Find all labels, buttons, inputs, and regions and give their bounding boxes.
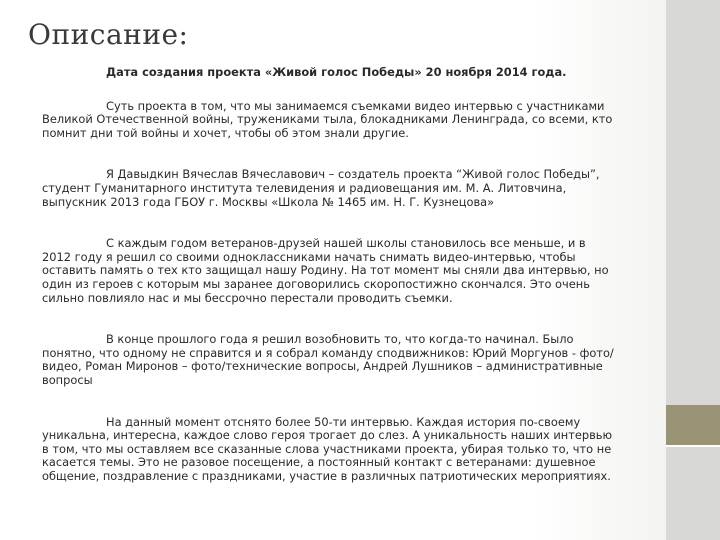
project-date-paragraph: Дата создания проекта «Живой голос Победы» 20 ноября 2014 года. — [106, 65, 567, 79]
history-paragraph: С каждым годом ветеранов-друзей нашей школы становилось все меньше, и в 2012 году я решил со своими одноклассниками начать снимать видео-интервью, чтобы оставить память о тех кто защищал нашу Родину. На тот момент мы сняли два интервью, но один из героев с которым мы заранее договорились скоропостижно скончался. Это очень сильно повлияло нас и мы бессрочно перестали проводить съемки. — [42, 236, 609, 305]
slide-title: Описание: — [28, 18, 189, 51]
side-band-bottom — [666, 447, 720, 540]
slide-body — [42, 66, 614, 483]
current-status-paragraph: На данный момент отснято более 50-ти интервью. Каждая история по-своему уникальна, интересна, каждое слово героя трогает до слез. А уникальность наших интервью в том, что мы оставляем все сказанные слова участниками проекта, убирая только то, что не касается темы. Это не разовое посещение, а постоянный контакт с ветеранами: душевное общение, поздравление с праздниками, участие в различных патриотических мероприятиях. — [42, 414, 613, 483]
project-essence-paragraph: Суть проекта в том, что мы занимаемся съемками видео интервью с участниками Великой Отечественной войны, тружениками тыла, блокадниками Ленинграда, со всеми, кто помнит дни той войны и хочет, чтобы об этом знали другие. — [42, 98, 613, 140]
author-paragraph: Я Давыдкин Вячеслав Вячеславович – создатель проекта “Живой голос Победы”, студент Гуманитарного института телевидения и радиовещания им. М. А. Литовчина, выпускник 2013 года ГБОУ г. Москвы «Школа № 1465 им. Н. Г. Кузнецова» — [42, 167, 600, 209]
side-band-accent — [666, 405, 720, 445]
team-paragraph: В конце прошлого года я решил возобновить то, что когда-то начинал. Было понятно, что одному не справится и я собрал команду сподвижников: Юрий Моргунов - фото/видео, Роман Миронов – фото/технические вопросы, Андрей Лушников – административные вопросы — [42, 332, 614, 387]
side-band-top — [666, 0, 720, 405]
